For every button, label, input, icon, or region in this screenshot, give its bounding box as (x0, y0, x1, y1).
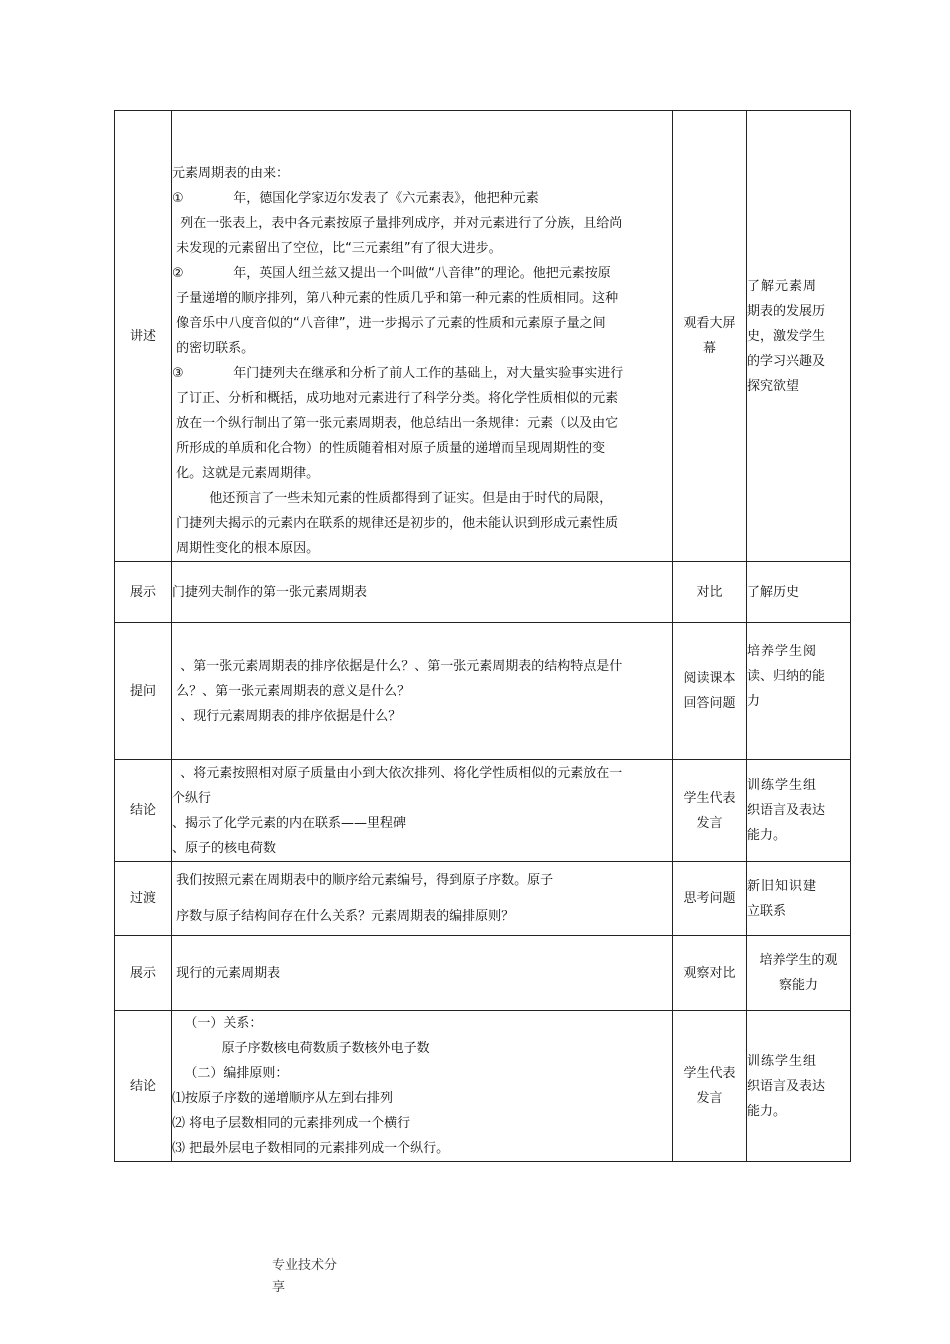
activity-cell (673, 936, 747, 1011)
purpose-line: 了解历史 (747, 584, 800, 600)
content-line: 、第一张元素周期表的排序依据是什么？、第一张元素周期表的结构特点是什 (172, 658, 623, 674)
activity-line: 回答问题 (683, 696, 736, 711)
activity-line: 对比 (696, 584, 723, 600)
stage-cell: 提问 (115, 623, 172, 760)
activity-cell (673, 623, 747, 760)
purpose-line: 能力。 (747, 1103, 787, 1119)
purpose-cell (747, 1011, 851, 1162)
purpose-cell (747, 623, 851, 760)
content-line: 列在一张表上，表中各元素按原子量排列成序，并对元素进行了分族，且给尚 (172, 216, 623, 231)
content-line: 子量递增的顺序排列，第八种元素的性质几乎和第一种元素的性质相同。这种 (172, 291, 619, 306)
table-row (115, 760, 851, 862)
content-cell (172, 1011, 673, 1162)
content-line: 元素周期表的由来： (172, 166, 290, 181)
footer-line: 享 (272, 1280, 286, 1295)
purpose-line: 期表的发展历 (747, 303, 826, 319)
purpose-line: 训练学生组 (747, 778, 818, 793)
content-line: 了订正、分析和概括，成功地对元素进行了科学分类。将化学性质相似的元素 (172, 391, 619, 406)
content-line: 未发现的元素留出了空位，比“三元素组”有了很大进步。 (172, 241, 502, 256)
content-line: 门捷列夫制作的第一张元素周期表 (172, 584, 368, 600)
content-line: 、揭示了化学元素的内在联系——里程碑 (172, 815, 407, 831)
purpose-line: 立联系 (747, 903, 787, 919)
purpose-line: 培养学生的观 (759, 953, 838, 968)
stage-cell: 讲述 (115, 111, 172, 562)
stage-cell: 过渡 (115, 862, 172, 936)
content-line: 化。这就是元素周期律。 (172, 466, 320, 481)
activity-cell (673, 562, 747, 623)
table-row (115, 623, 851, 760)
table-row (115, 936, 851, 1011)
content-line: 现行的元素周期表 (172, 965, 281, 981)
purpose-cell (747, 111, 851, 562)
activity-line: 发言 (696, 1091, 723, 1106)
content-line: 、原子的核电荷数 (172, 840, 277, 856)
content-line: 门捷列夫揭示的元素内在联系的规律还是初步的，他未能认识到形成元素性质 (172, 516, 619, 531)
activity-line: 思考问题 (683, 891, 736, 906)
content-line: 序数与原子结构间存在什么关系？元素周期表的编排原则？ (172, 908, 515, 924)
content-line: 的密切联系。 (172, 341, 255, 356)
purpose-line: 读、归纳的能 (747, 669, 826, 684)
content-line: 放在一个纵行制出了第一张元素周期表，他总结出一条规律：元素（以及由它 (172, 416, 619, 431)
purpose-line: 察能力 (778, 978, 818, 993)
content-line: ⑵ 将电子层数相同的元素排列成一个横行 (172, 1116, 411, 1131)
purpose-line: 史，激发学生 (747, 328, 826, 344)
content-line: 个纵行 (172, 790, 212, 806)
stage-cell: 结论 (115, 760, 172, 862)
content-cell (172, 562, 673, 623)
purpose-line: 新旧知识建 (747, 878, 818, 894)
activity-line: 阅读课本 (683, 671, 736, 686)
activity-line: 幕 (702, 341, 716, 356)
content-line: 像音乐中八度音似的“八音律”，进一步揭示了元素的性质和元素原子量之间 (172, 316, 606, 331)
purpose-line: 力 (747, 694, 761, 709)
content-cell (172, 623, 673, 760)
content-line: （二）编排原则： (172, 1066, 289, 1081)
table-row (115, 111, 851, 562)
lesson-plan-table (114, 110, 851, 1162)
purpose-cell (747, 760, 851, 862)
purpose-line: 织语言及表达 (747, 803, 826, 818)
activity-cell (673, 111, 747, 562)
content-line: 周期性变化的根本原因。 (172, 541, 320, 556)
content-line: 他还预言了一些未知元素的性质都得到了证实。但是由于时代的局限， (172, 491, 613, 506)
activity-line: 学生代表 (683, 1066, 736, 1081)
purpose-cell (747, 936, 851, 1011)
activity-cell (673, 862, 747, 936)
content-line: ⑶ 把最外层电子数相同的元素排列成一个纵行。 (172, 1141, 450, 1156)
table-row (115, 562, 851, 623)
content-line: 我们按照元素在周期表中的顺序给元素编号，得到原子序数。原子 (172, 872, 554, 888)
content-cell (172, 936, 673, 1011)
activity-line: 观看大屏 (683, 316, 736, 331)
purpose-line: 了解元素周 (747, 278, 818, 294)
purpose-line: 织语言及表达 (747, 1078, 826, 1094)
content-line: ① 年，德国化学家迈尔发表了《六元素表》，他把种元素 (172, 191, 539, 206)
purpose-line: 探究欲望 (747, 378, 800, 394)
purpose-line: 能力。 (747, 828, 787, 843)
content-line: ③ 年门捷列夫在继承和分析了前人工作的基础上，对大量实验事实进行 (172, 366, 624, 381)
activity-line: 学生代表 (683, 790, 736, 806)
content-line: 、现行元素周期表的排序依据是什么？ (172, 708, 402, 724)
footer-line: 专业技术分 (272, 1258, 338, 1273)
activity-line: 发言 (696, 815, 723, 831)
content-line: 所形成的单质和化合物）的性质随着相对原子质量的递增而呈现周期性的变 (172, 441, 606, 456)
purpose-line: 训练学生组 (747, 1053, 818, 1069)
activity-line: 观察对比 (683, 965, 736, 981)
activity-cell (673, 760, 747, 862)
content-line: 、将元素按照相对原子质量由小到大依次排列、将化学性质相似的元素放在一 (172, 765, 623, 781)
purpose-cell (747, 862, 851, 936)
stage-cell: 结论 (115, 1011, 172, 1162)
table-row (115, 1011, 851, 1162)
content-cell (172, 862, 673, 936)
activity-cell (673, 1011, 747, 1162)
content-line: 原子序数核电荷数质子数核外电子数 (172, 1041, 430, 1056)
stage-cell: 展示 (115, 562, 172, 623)
content-line: ⑴按原子序数的递增顺序从左到右排列 (172, 1091, 394, 1106)
content-line: （一）关系： (172, 1016, 263, 1031)
content-cell (172, 111, 673, 562)
table-row (115, 862, 851, 936)
purpose-cell (747, 562, 851, 623)
content-line: ② 年，英国人纽兰兹又提出一个叫做“八音律”的理论。他把元素按原 (172, 266, 611, 281)
page-footer (272, 1255, 352, 1299)
stage-cell: 展示 (115, 936, 172, 1011)
purpose-line: 培养学生阅 (747, 644, 818, 659)
purpose-line: 的学习兴趣及 (747, 353, 826, 369)
content-line: 么？、第一张元素周期表的意义是什么？ (172, 683, 411, 699)
content-cell (172, 760, 673, 862)
